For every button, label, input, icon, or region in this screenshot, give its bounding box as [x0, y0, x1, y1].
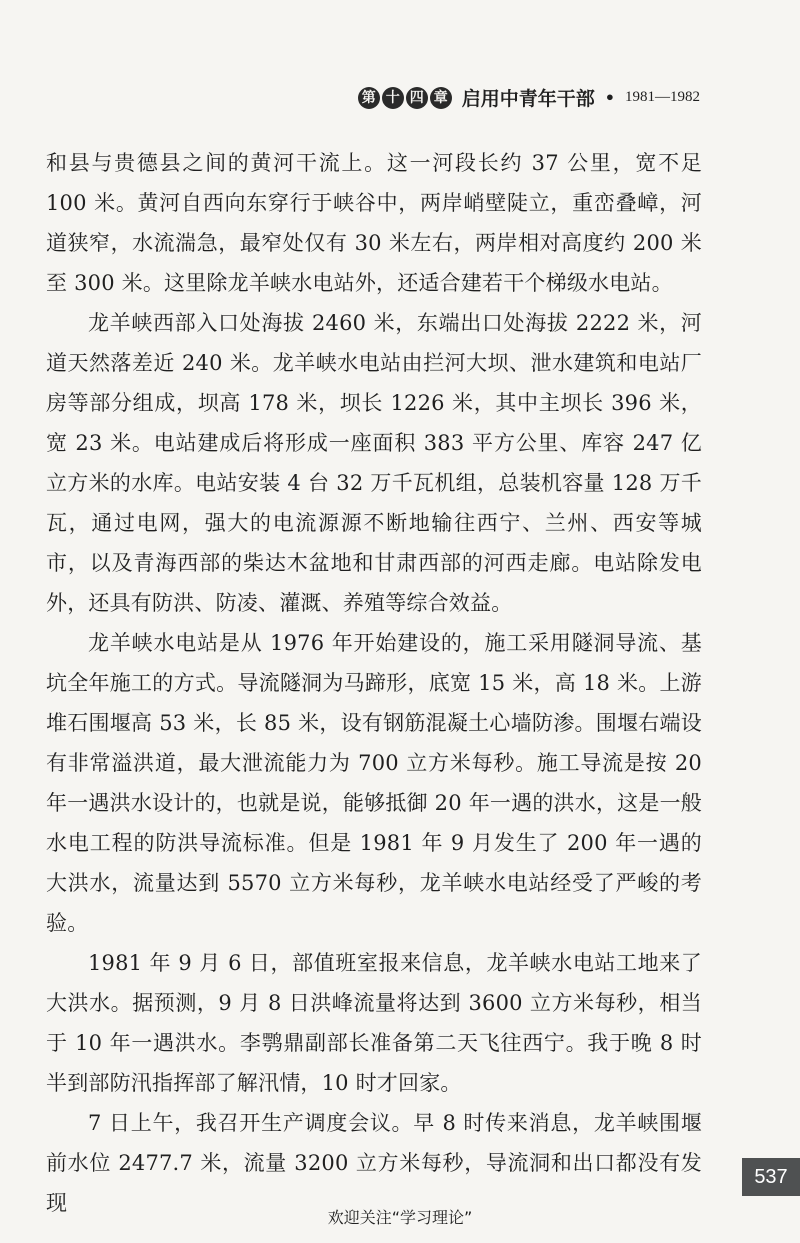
body-text — [46, 143, 702, 1223]
paragraph: 和县与贵德县之间的黄河干流上。这一河段长约 37 公里，宽不足 100 米。黄河自西向东穿行于峡谷中，两岸峭壁陡立，重峦叠嶂，河道狭窄，水流湍急，最窄处仅有 30 米左右，两岸相对高度约 200 米至 300 米。这里除龙羊峡水电站外，还适合建若干个梯级水电站。 — [46, 151, 702, 295]
paragraph: 龙羊峡西部入口处海拔 2460 米，东端出口处海拔 2222 米，河道天然落差近 240 米。龙羊峡水电站由拦河大坝、泄水建筑和电站厂房等部分组成，坝高 178 米，坝长 1226 米，其中主坝长 396 米，宽 23 米。电站建成后将形成一座面积 383 平方公里、库容 247 亿立方米的水库。电站安装 4 台 32 万千瓦机组，总装机容量 128 万千瓦，通过电网，强大的电流源源不断地输往西宁、兰州、西安等城市，以及青海西部的柴达木盆地和甘肃西部的河西走廊。电站除发电外，还具有防洪、防凌、灌溉、养殖等综合效益。 — [46, 311, 702, 615]
paragraph: 龙羊峡水电站是从 1976 年开始建设的，施工采用隧洞导流、基坑全年施工的方式。导流隧洞为马蹄形，底宽 15 米，高 18 米。上游堆石围堰高 53 米，长 85 米，设有钢筋混凝土心墙防渗。围堰右端设有非常溢洪道，最大泄流能力为 700 立方米每秒。施工导流是按 20 年一遇洪水设计的，也就是说，能够抵御 20 年一遇的洪水，这是一般水电工程的防洪导流标准。但是 1981 年 9 月发生了 200 年一遇的大洪水，流量达到 5570 立方米每秒，龙羊峡水电站经受了严峻的考验。 — [46, 631, 702, 935]
chapter-badge — [358, 87, 452, 109]
header-separator: • — [604, 88, 615, 107]
chapter-title: 启用中青年干部 — [461, 88, 595, 110]
page-number: 537 — [742, 1158, 800, 1196]
paragraph: 7 日上午，我召开生产调度会议。早 8 时传来消息，龙羊峡围堰前水位 2477.7 米，流量 3200 立方米每秒，导流洞和出口都没有发现 — [46, 1111, 702, 1215]
chapter-char: 章 — [430, 87, 452, 109]
chapter-char: 十 — [382, 87, 404, 109]
running-header — [358, 84, 700, 111]
chapter-years: 1981—1982 — [625, 89, 700, 105]
paragraph: 1981 年 9 月 6 日，部值班室报来信息，龙羊峡水电站工地来了大洪水。据预测，9 月 8 日洪峰流量将达到 3600 立方米每秒，相当于 10 年一遇洪水。李鹗鼎副部长准备第二天飞往西宁。我于晚 8 时半到部防汛指挥部了解汛情，10 时才回家。 — [46, 951, 702, 1095]
chapter-char: 第 — [358, 87, 380, 109]
chapter-char: 四 — [406, 87, 428, 109]
footer-note: 欢迎关注“学习理论” — [327, 1208, 473, 1227]
